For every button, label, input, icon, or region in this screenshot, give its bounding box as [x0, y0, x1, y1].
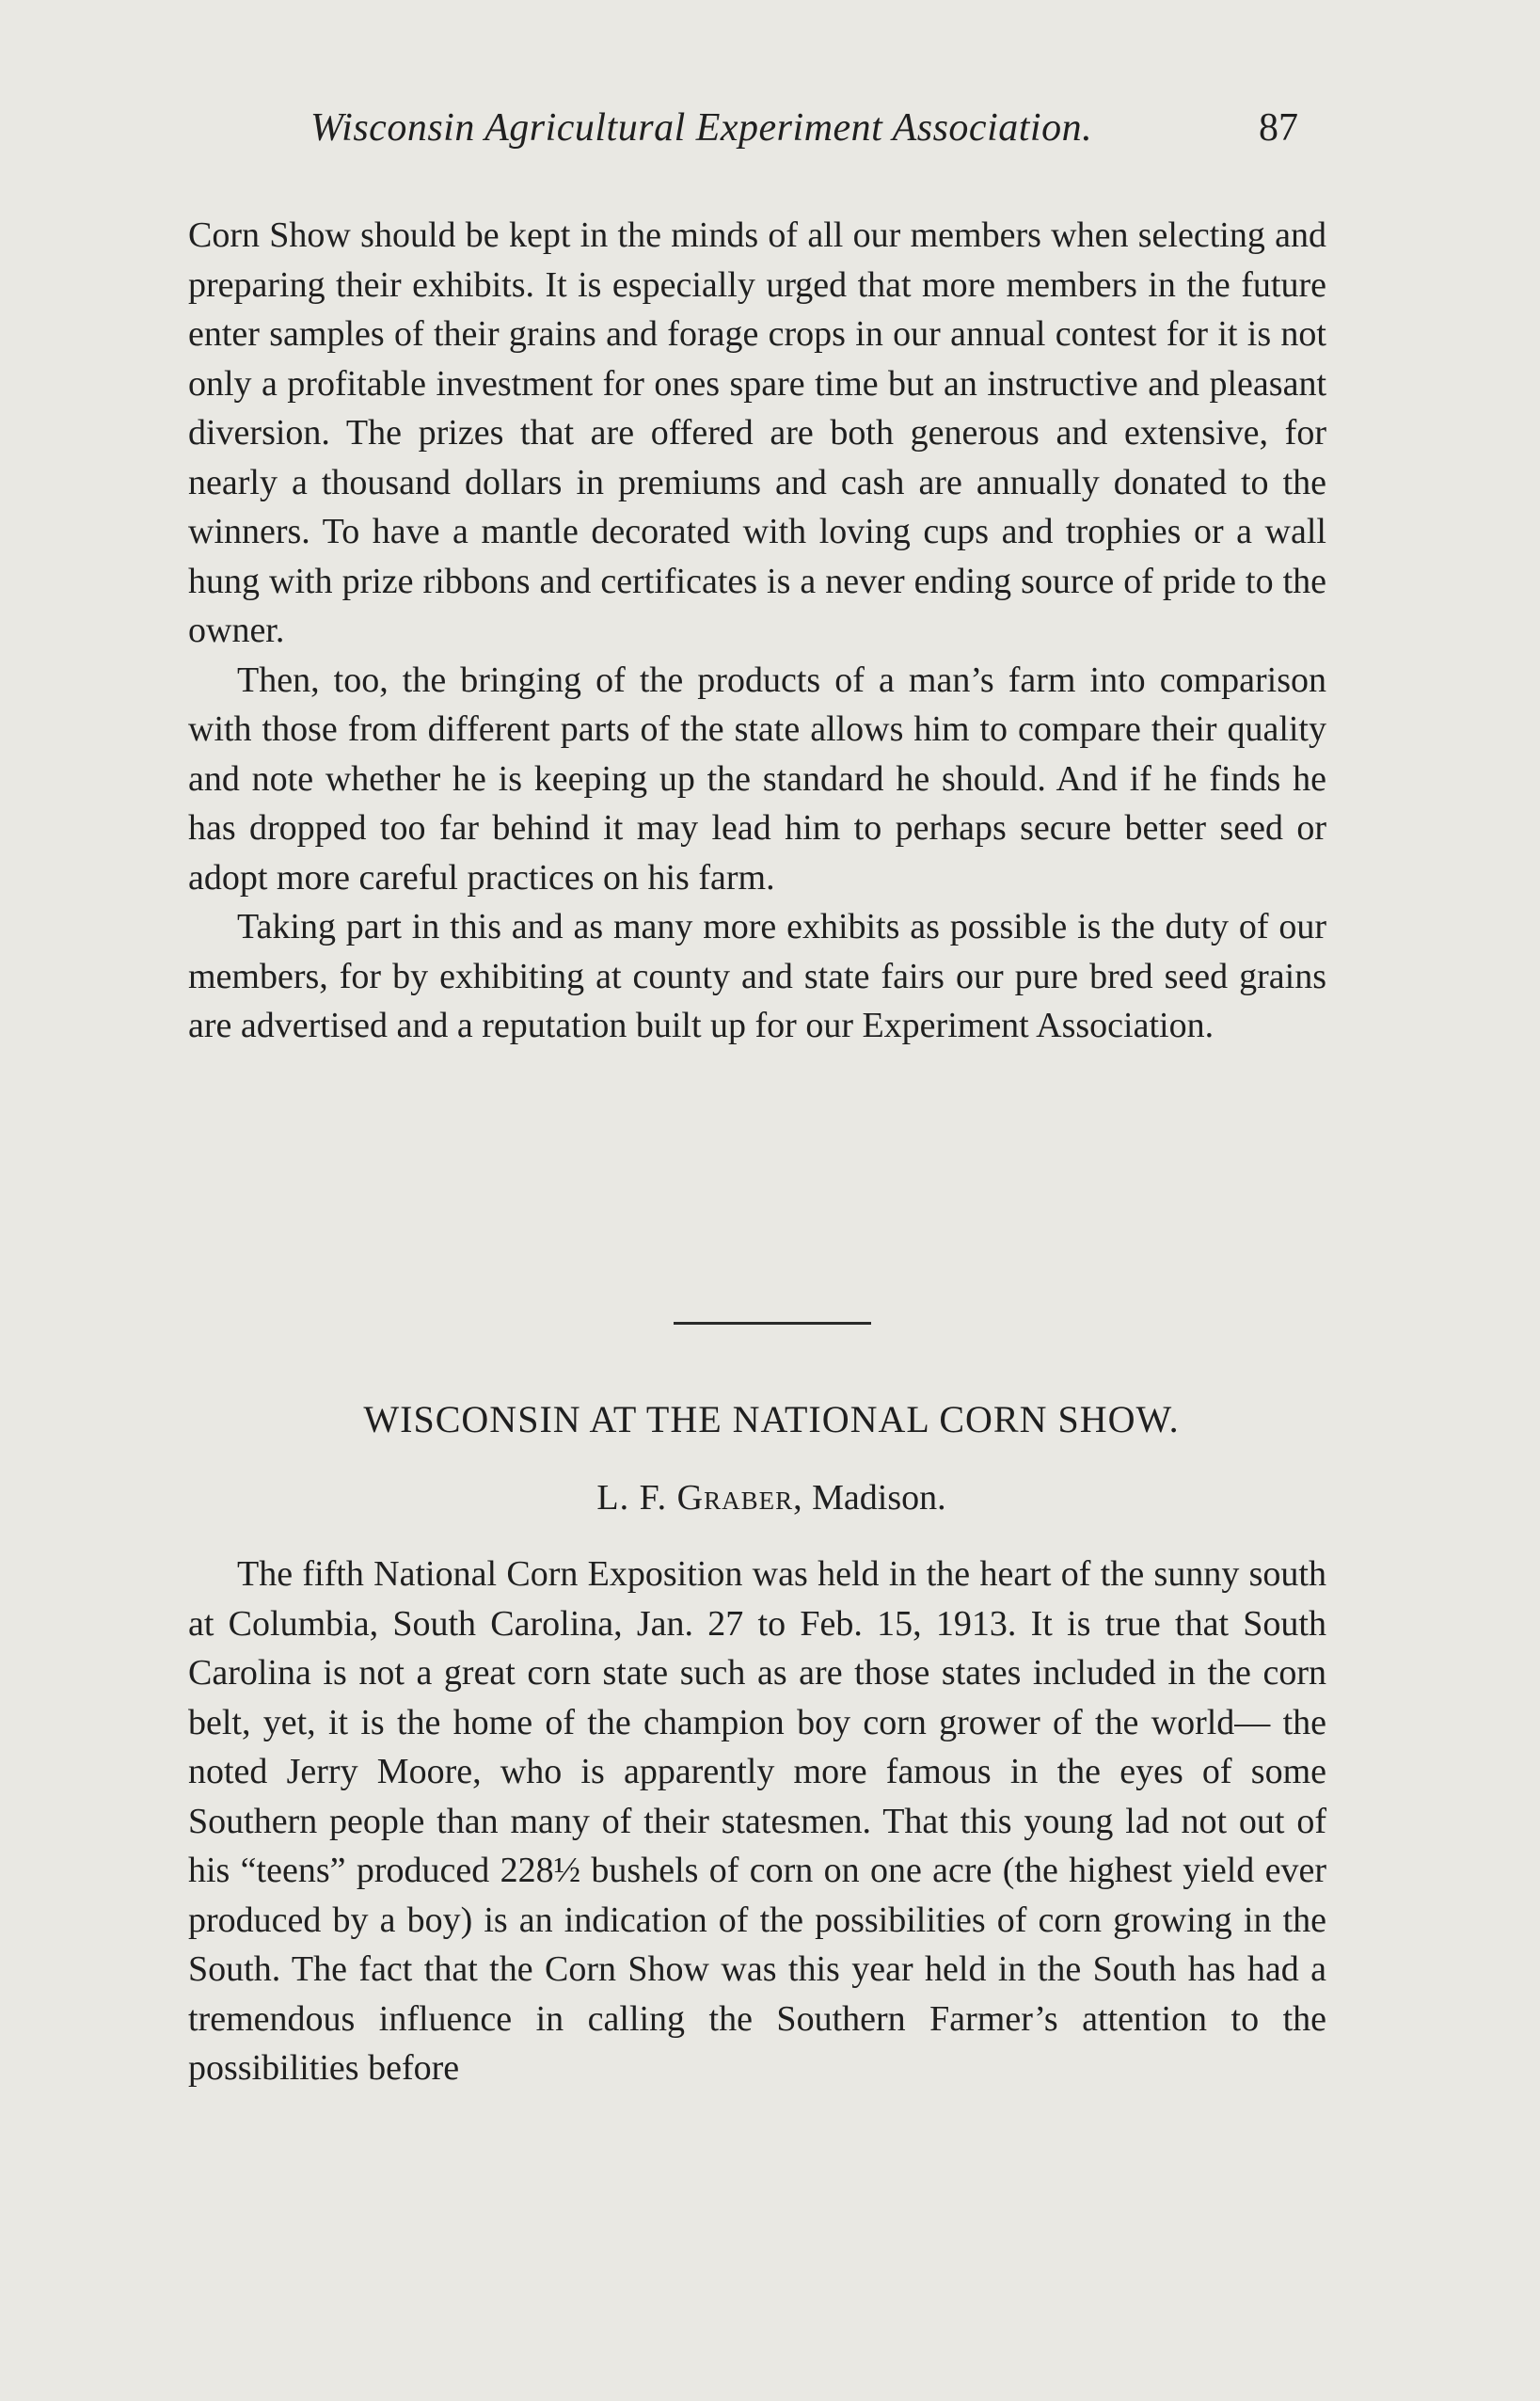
article-heading: WISCONSIN AT THE NATIONAL CORN SHOW.: [363, 1398, 1180, 1440]
article-byline: [188, 1477, 1355, 1519]
running-header: [310, 105, 1298, 151]
author-name: L. F. Graber,: [596, 1478, 803, 1518]
section1-paragraph-1: Corn Show should be kept in the minds of all our members when selecting and preparing their exhibits. It is especially urged that more members in the future enter samples of their grains and forage crops in our annual contest for it is not only a profitable investment for ones spare time but an instructive and pleasant diversion. The prizes that are offered are both generous and extensive, for nearly a thousand dollars in premiums and cash are annually donated to the winners. To have a mantle decorated with loving cups and trophies or a wall hung with prize ribbons and certificates is a never ending source of pride to the owner.: [188, 215, 1326, 650]
section1-paragraph-3: Taking part in this and as many more exhibits as possible is the duty of our members, for by exhibiting at county and state fairs our pure bred seed grains are advertised and a reputation built up for our Experiment Association.: [188, 907, 1326, 1045]
section-divider-rule: [674, 1322, 871, 1325]
running-title: Wisconsin Agricultural Experiment Association.: [310, 106, 1093, 150]
section2-paragraph-1: The fifth National Corn Exposition was held in the heart of the sunny south at Columbia, South Carolina, Jan. 27 to Feb. 15, 1913. It is true that South Carolina is not a great corn state such as are those states included in the corn belt, yet, it is the home of the champion boy corn grower of the world— the noted Jerry Moore, who is apparently more famous in the eyes of some Southern people than many of their statesmen. That this young lad not out of his “teens” produced 228½ bushels of corn on one acre (the highest yield ever produced by a boy) is an indication of the possibilities of corn growing in the South. The fact that the Corn Show was this year held in the South has had a tremendous influence in calling the Southern Farmer’s attention to the possibilities before: [188, 1554, 1326, 2088]
section2-body: [188, 1550, 1326, 2093]
section1-paragraph-2: Then, too, the bringing of the products of a man’s farm into comparison with those from different parts of the state allows him to compare their quality and note whether he is keeping up the standard he should. And if he finds he has dropped too far behind it may lead him to perhaps secure better seed or adopt more careful practices on his farm.: [188, 660, 1326, 898]
author-place: Madison.: [812, 1478, 946, 1518]
page-number: 87: [1259, 106, 1298, 150]
section1-body: [188, 211, 1326, 1051]
